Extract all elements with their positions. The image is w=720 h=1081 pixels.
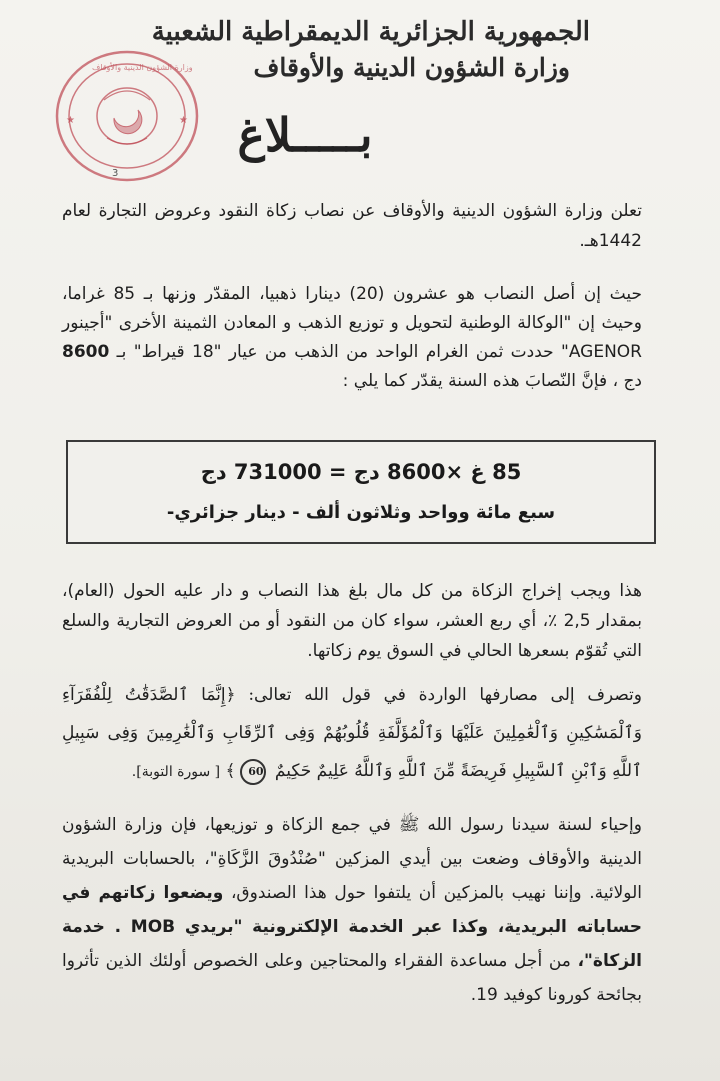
nisab-equation: 85 غ ×8600 دج = 731000 دج: [200, 460, 522, 484]
official-stamp: [52, 48, 202, 188]
stamp-number: 3: [112, 168, 119, 179]
intro-paragraph: تعلن وزارة الشؤون الدينية والأوقاف عن نصاب زكاة النقود وعروض التجارة لعام 1442هـ.: [62, 201, 642, 251]
ministry-name: وزارة الشؤون الدينية والأوقاف: [253, 53, 570, 82]
stamp-text: وزارة الشؤون الدينية والأوقاف: [92, 63, 193, 72]
verse-text: وتصرف إلى مصارفها الواردة في قول الله تعالى: ﴿إِنَّمَا ٱلصَّدَقَٰتُ لِلْفُقَرَآءِ وَٱلْمَسَٰكِينِ وَٱلْعَٰمِلِينَ عَلَيْهَا وَٱلْمُؤَلَّفَةِ قُلُوبُهُمْ وَفِى ٱلرِّقَابِ وَٱلْغَٰرِمِينَ وَفِى سَبِيلِ ٱللَّهِ وَٱبْنِ ٱلسَّبِيلِ فَرِيضَةً مِّنَ ٱللَّهِ وَٱللَّهُ عَلِيمٌ حَكِيمٌ: [62, 685, 642, 781]
zakat-fund-paragraph: [62, 808, 642, 1012]
svg-text:★: ★: [179, 115, 188, 126]
fund-text-a: وإحياء لسنة سيدنا رسول الله ﷺ في جمع الزكاة و توزيعها، فإن وزارة الشؤون الدينية والأوقاف وضعت بين أيدي المزكين "صُنْدُوقَ الزَّكَاةِ"، بالحسابات البريدية الولائية. وإننا نهيب بالمزكين أن يلتفوا حول هذا الصندوق،: [62, 815, 642, 903]
surah-reference: [ سورة التوبة].: [131, 764, 221, 780]
republic-name: الجمهورية الجزائرية الديمقراطية الشعبية: [151, 17, 590, 47]
ayah-number-icon: 60: [240, 759, 266, 785]
document-title: بـــــلاغ: [237, 108, 373, 162]
zakat-obligation-paragraph: هذا ويجب إخراج الزكاة من كل مال بلغ هذا النصاب و دار عليه الحول (العام)، بمقدار 2,5 ٪، أي ربع العشر، سواء كان من النقود أو من العروض التجارية والسلع التي تُقوّم بسعرها الحالي في السوق يوم زكاتها.: [62, 581, 642, 661]
fund-text-bold: ويضعوا زكاتهم في حساباته البريدية، وكذا عبر الخدمة الإلكترونية "بريدي MOB . خدمة الزكاة"،: [62, 883, 642, 971]
gold-price: 8600: [62, 342, 110, 362]
nisab-in-words: سبع مائة وواحد وثلاثون ألف - دينار جزائري-: [166, 502, 556, 523]
nisab-text-a: حيث إن أصل النصاب هو عشرون (20) دينارا ذهبيا، المقدّر وزنها بـ 85 غراما، وحيث إن "الوكالة الوطنية لتحويل و توزيع الذهب و المعادن الثمينة الأخرى "أجينور AGENOR" حددت ثمن الغرام الواحد من الذهب من عيار "18 قيراط" بـ: [62, 284, 642, 362]
svg-text:★: ★: [66, 115, 75, 126]
nisab-paragraph: [62, 280, 642, 396]
quran-verse-paragraph: وتصرف إلى مصارفها الواردة في قول الله تعالى: ﴿إِنَّمَا ٱلصَّدَقَٰتُ لِلْفُقَرَآءِ وَٱلْمَسَٰكِينِ وَٱلْعَٰمِلِينَ عَلَيْهَا وَٱلْمُؤَلَّفَةِ قُلُوبُهُمْ وَفِى ٱلرِّقَابِ وَٱلْغَٰرِمِينَ وَفِى سَبِيلِ ٱللَّهِ وَٱبْنِ ٱلسَّبِيلِ فَرِيضَةً مِّنَ ٱللَّهِ وَٱللَّهُ عَلِيمٌ حَكِيمٌ 60﴾ [ سورة التوبة].: [62, 676, 642, 791]
nisab-text-c: دج ، فإنَّ النّصابَ هذه السنة يقدّر كما يلي :: [342, 371, 642, 391]
fund-text-c: من أجل مساعدة الفقراء والمحتاجين وعلى الخصوص أولئك الذين تأثروا بجائحة كورونا كوفيد 19.: [62, 951, 642, 1005]
nisab-calculation-box: [66, 440, 656, 544]
